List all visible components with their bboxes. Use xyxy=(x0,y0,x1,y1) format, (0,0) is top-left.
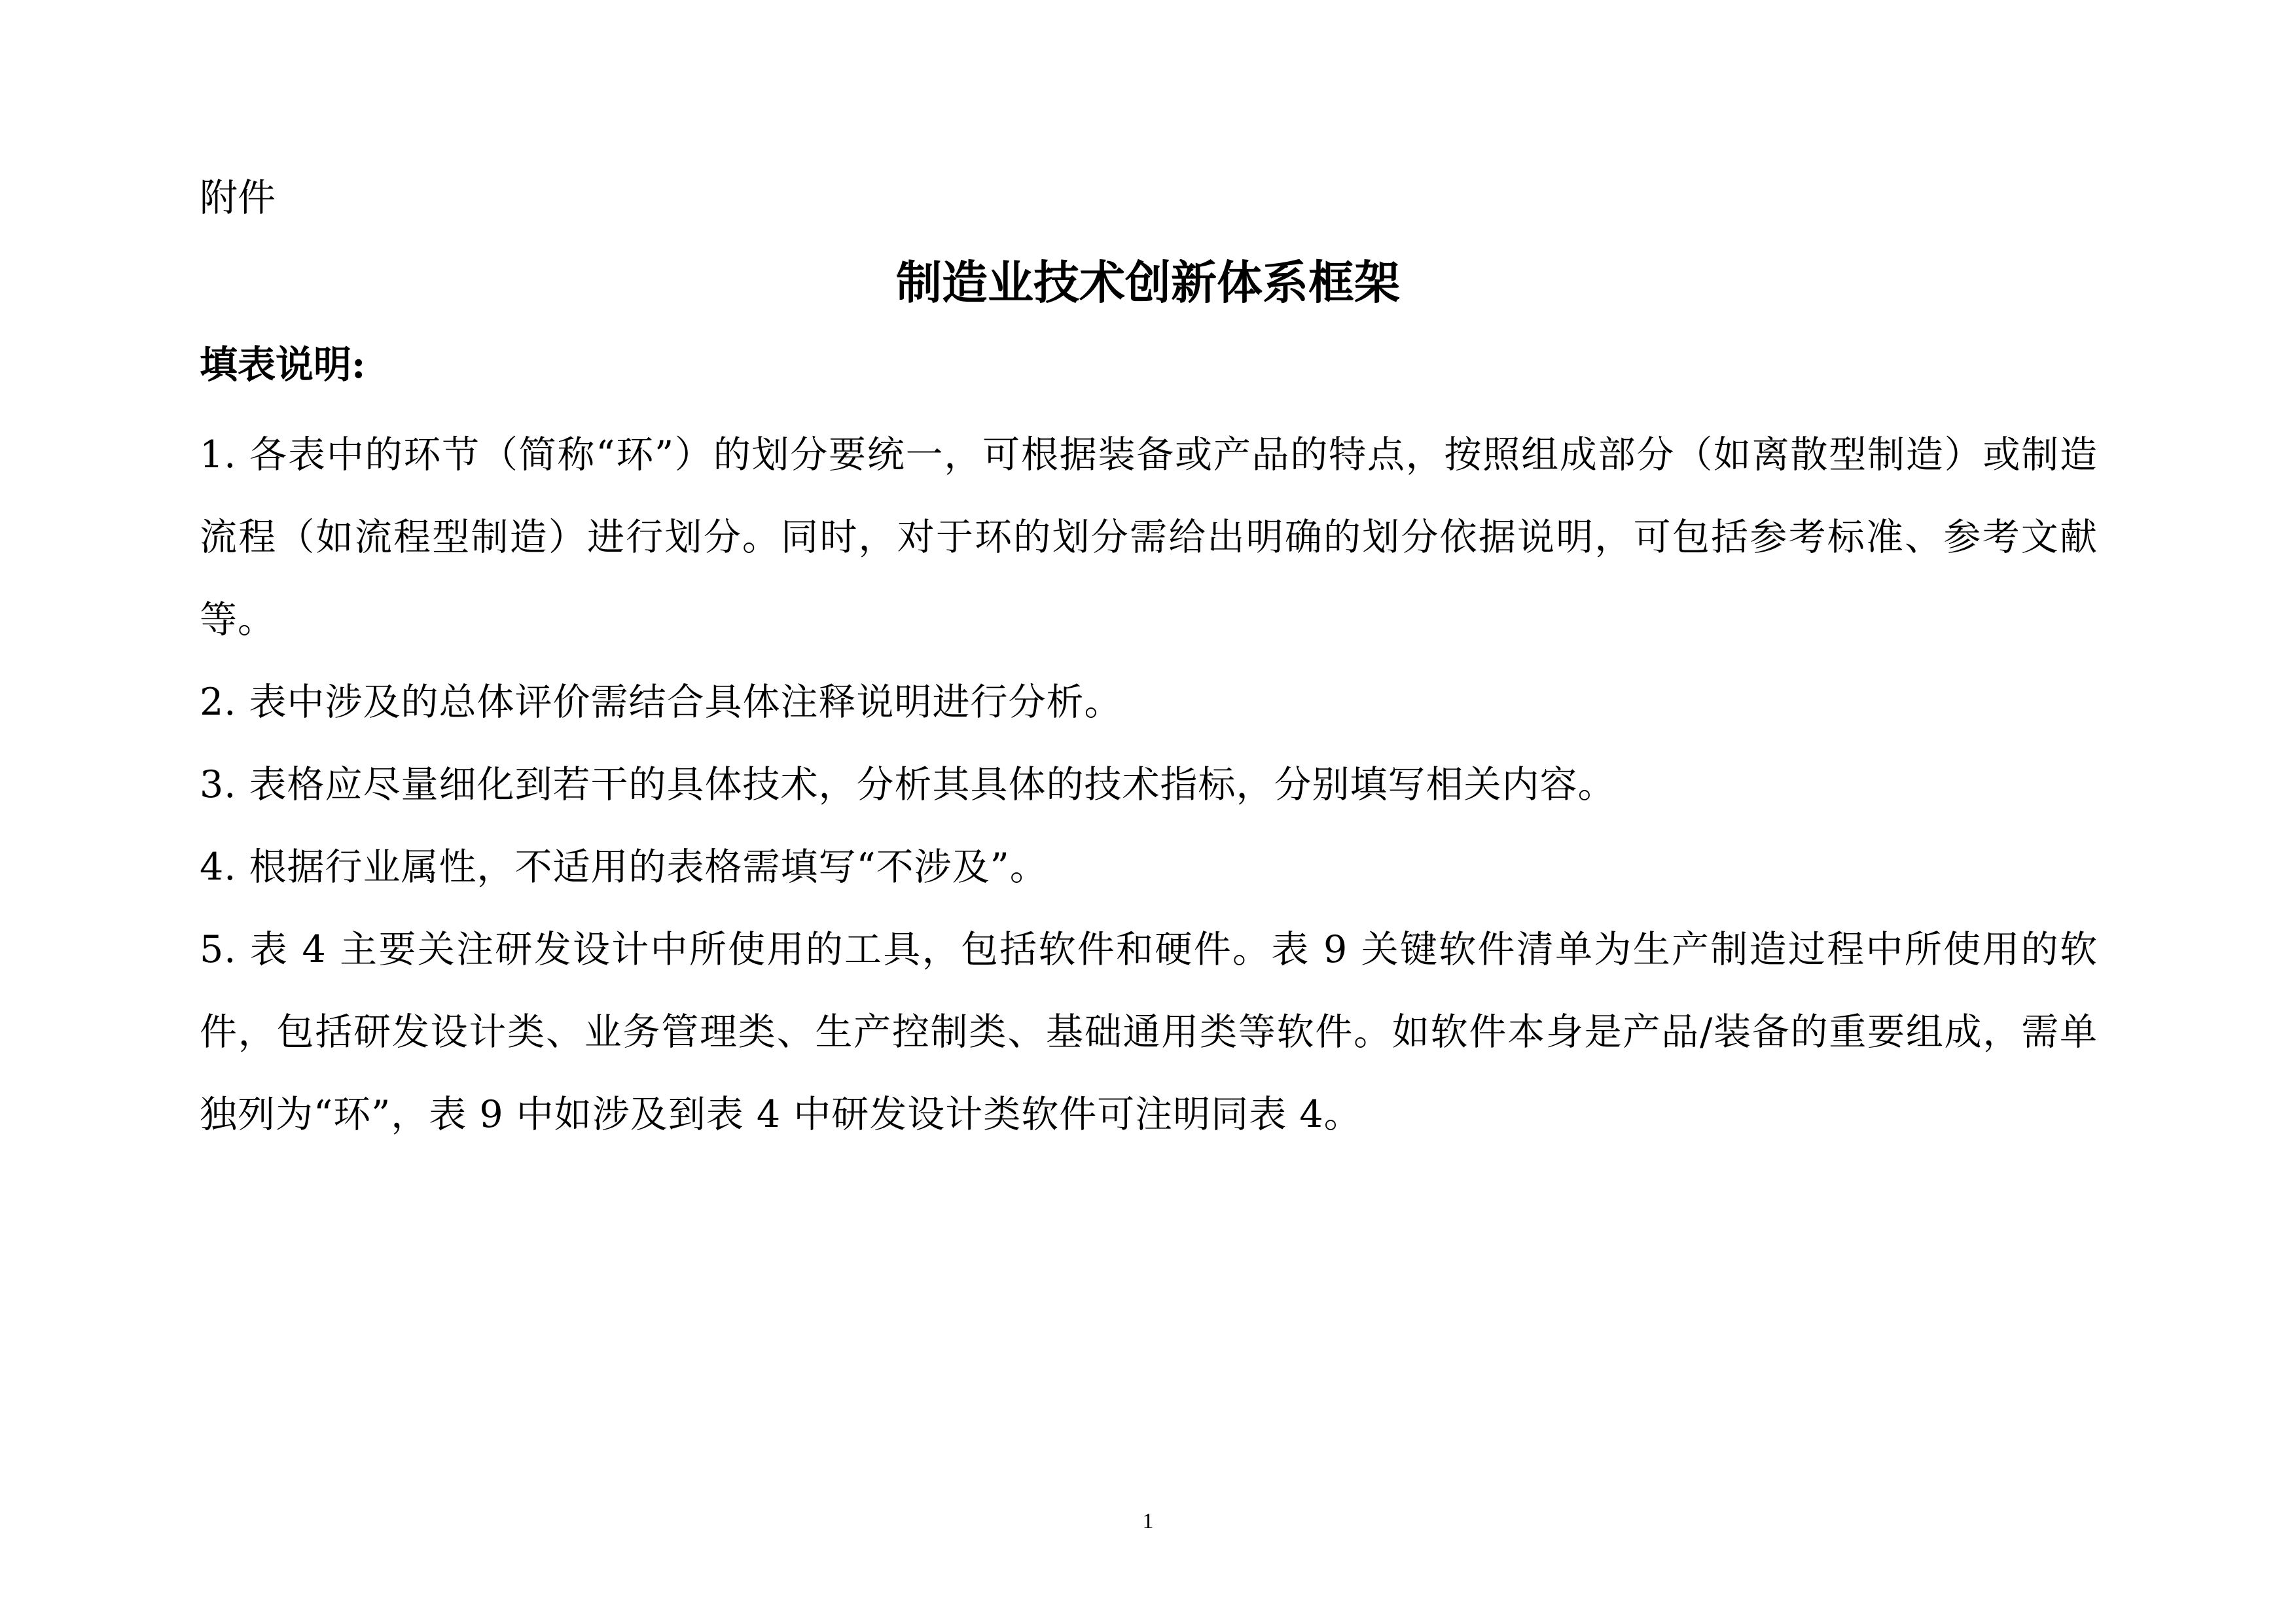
instructions-list xyxy=(200,414,2098,1156)
instruction-item-2: 2. 表中涉及的总体评价需结合具体注释说明进行分析。 xyxy=(200,681,1122,724)
instruction-item-1: 1. 各表中的环节（简称“环”）的划分要统一，可根据装备或产品的特点，按照组成部分（如离散型制造）或制造流程（如流程型制造）进行划分。同时，对于环的划分需给出明确的划分依据说明，可包括参考标准、参考文献等。 xyxy=(200,433,2098,641)
instructions-heading: 填表说明: xyxy=(200,342,366,387)
page-number: 1 xyxy=(1142,1509,1154,1533)
attachment-label: 附件 xyxy=(200,175,276,220)
document-title: 制造业技术创新体系框架 xyxy=(896,255,1400,310)
instruction-item-5: 5. 表 4 主要关注研发设计中所使用的工具，包括软件和硬件。表 9 关键软件清单为生产制造过程中所使用的软件，包括研发设计类、业务管理类、生产控制类、基础通用类等软件。如软件本身是产品/装备的重要组成，需单独列为“环”，表 9 中如涉及到表 4 中研发设计类软件可注明同表 4。 xyxy=(200,928,2098,1136)
instruction-item-3: 3. 表格应尽量细化到若干的具体技术，分析其具体的技术指标，分别填写相关内容。 xyxy=(200,763,1616,806)
instruction-item-4: 4. 根据行业属性，不适用的表格需填写“不涉及”。 xyxy=(200,846,1048,889)
